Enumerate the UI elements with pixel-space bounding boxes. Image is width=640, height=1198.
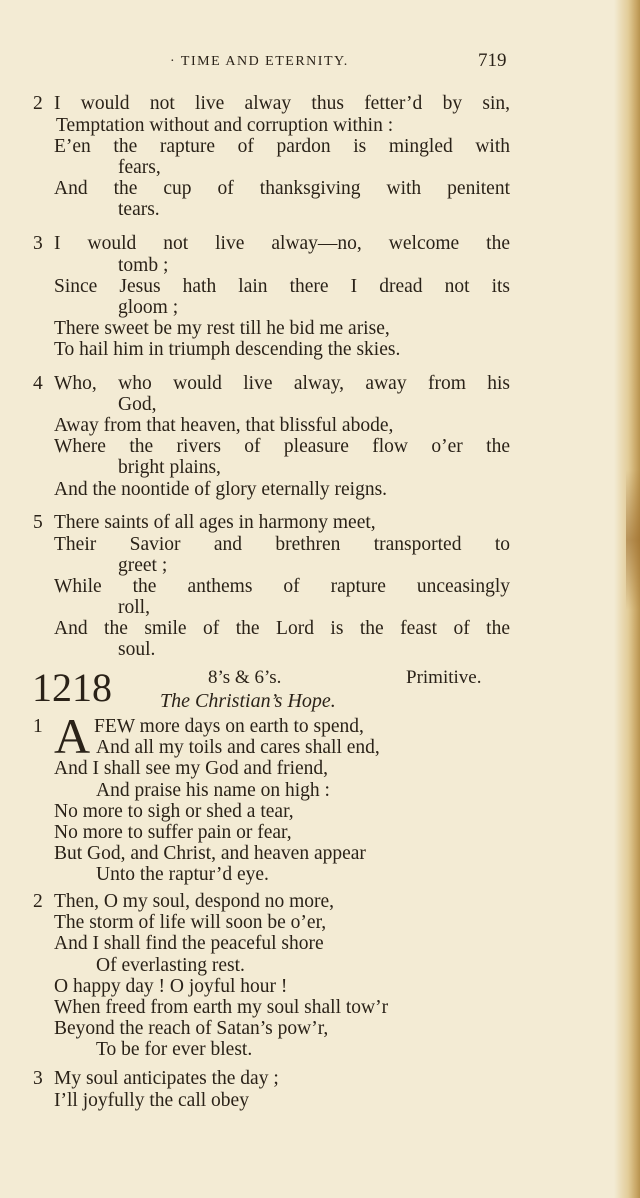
verse-line: soul. [118, 639, 156, 660]
verse-line: And I shall see my God and friend, [54, 758, 329, 779]
verse-line: The storm of life will soon be o’er, [54, 912, 327, 933]
verse-line: And the noontide of glory eternally reigns. [54, 479, 388, 500]
hymn-tune: Primitive. [406, 667, 482, 688]
verse-line: And all my toils and cares shall end, [96, 737, 380, 758]
verse-line: Beyond the reach of Satan’s pow’r, [54, 1018, 329, 1039]
verse-line: 2 I would not live alway thus fetter’d by sin, [33, 93, 510, 114]
verse-line: gloom ; [118, 297, 179, 318]
verse-line: Of everlasting rest. [96, 955, 245, 976]
verse-line: O happy day ! O joyful hour ! [54, 976, 288, 997]
verse-line: Where the rivers of pleasure flow o’er the [54, 436, 510, 457]
verse-line: Since Jesus hath lain there I dread not its [54, 276, 510, 297]
verse-line: 1 FEW more days on earth to spend, [33, 716, 364, 737]
verse-line: No more to sigh or shed a tear, [54, 801, 294, 822]
verse-line: To hail him in triumph descending the skies. [54, 339, 401, 360]
page-header [0, 50, 640, 80]
verse-line: God, [118, 394, 157, 415]
verse-number: 5 [33, 512, 43, 533]
verse-line: 2 Then, O my soul, despond no more, [33, 891, 335, 912]
verse-line: To be for ever blest. [96, 1039, 253, 1060]
verse-line: bright plains, [118, 457, 221, 478]
verse-line: No more to suffer pain or fear, [54, 822, 292, 843]
hymn-meter: 8’s & 6’s. [208, 667, 282, 688]
drop-cap: A [54, 708, 91, 764]
verse-line: And the cup of thanksgiving with penitent [54, 178, 510, 199]
verse-line: While the anthems of rapture unceasingly [54, 576, 510, 597]
hymn-number: 1218 [32, 665, 112, 710]
verse-line: 3 My soul anticipates the day ; [33, 1068, 279, 1089]
verse-line: 4 Who, who would live alway, away from his [33, 373, 510, 394]
verse-line: And praise his name on high : [96, 780, 330, 801]
verse-line: 5 There saints of all ages in harmony meet, [33, 512, 376, 533]
running-title: · TIME AND ETERNITY. [170, 54, 349, 69]
verse-number: 3 [33, 233, 43, 254]
verse-number: 1 [33, 716, 43, 737]
verse-line: And the smile of the Lord is the feast of the [54, 618, 510, 639]
verse-number: 3 [33, 1068, 43, 1089]
verse-line: When freed from earth my soul shall tow’r [54, 997, 389, 1018]
verse-number: 4 [33, 373, 43, 394]
verse-line: greet ; [118, 555, 168, 576]
verse-number: 2 [33, 93, 43, 114]
verse-line: Unto the raptur’d eye. [96, 864, 269, 885]
verse-line: Temptation without and corruption within : [56, 115, 394, 136]
verse-line: tomb ; [118, 255, 169, 276]
verse-line: I’ll joyfully the call obey [54, 1090, 249, 1111]
verse-number: 2 [33, 891, 43, 912]
verse-line: Away from that heaven, that blissful abode, [54, 415, 394, 436]
verse-line: And I shall find the peaceful shore [54, 933, 324, 954]
verse-line: Their Savior and brethren transported to [54, 534, 510, 555]
hymn-title: The Christian’s Hope. [160, 690, 336, 712]
verse-line: fears, [118, 157, 161, 178]
verse-line: 3 I would not live alway—no, welcome the [33, 233, 510, 254]
verse-line: There sweet be my rest till he bid me arise, [54, 318, 390, 339]
verse-line: roll, [118, 597, 150, 618]
page-number: 719 [478, 50, 507, 71]
verse-line: But God, and Christ, and heaven appear [54, 843, 366, 864]
page-edge-stain [626, 470, 640, 610]
verse-line: E’en the rapture of pardon is mingled with [54, 136, 510, 157]
verse-line: tears. [118, 199, 160, 220]
